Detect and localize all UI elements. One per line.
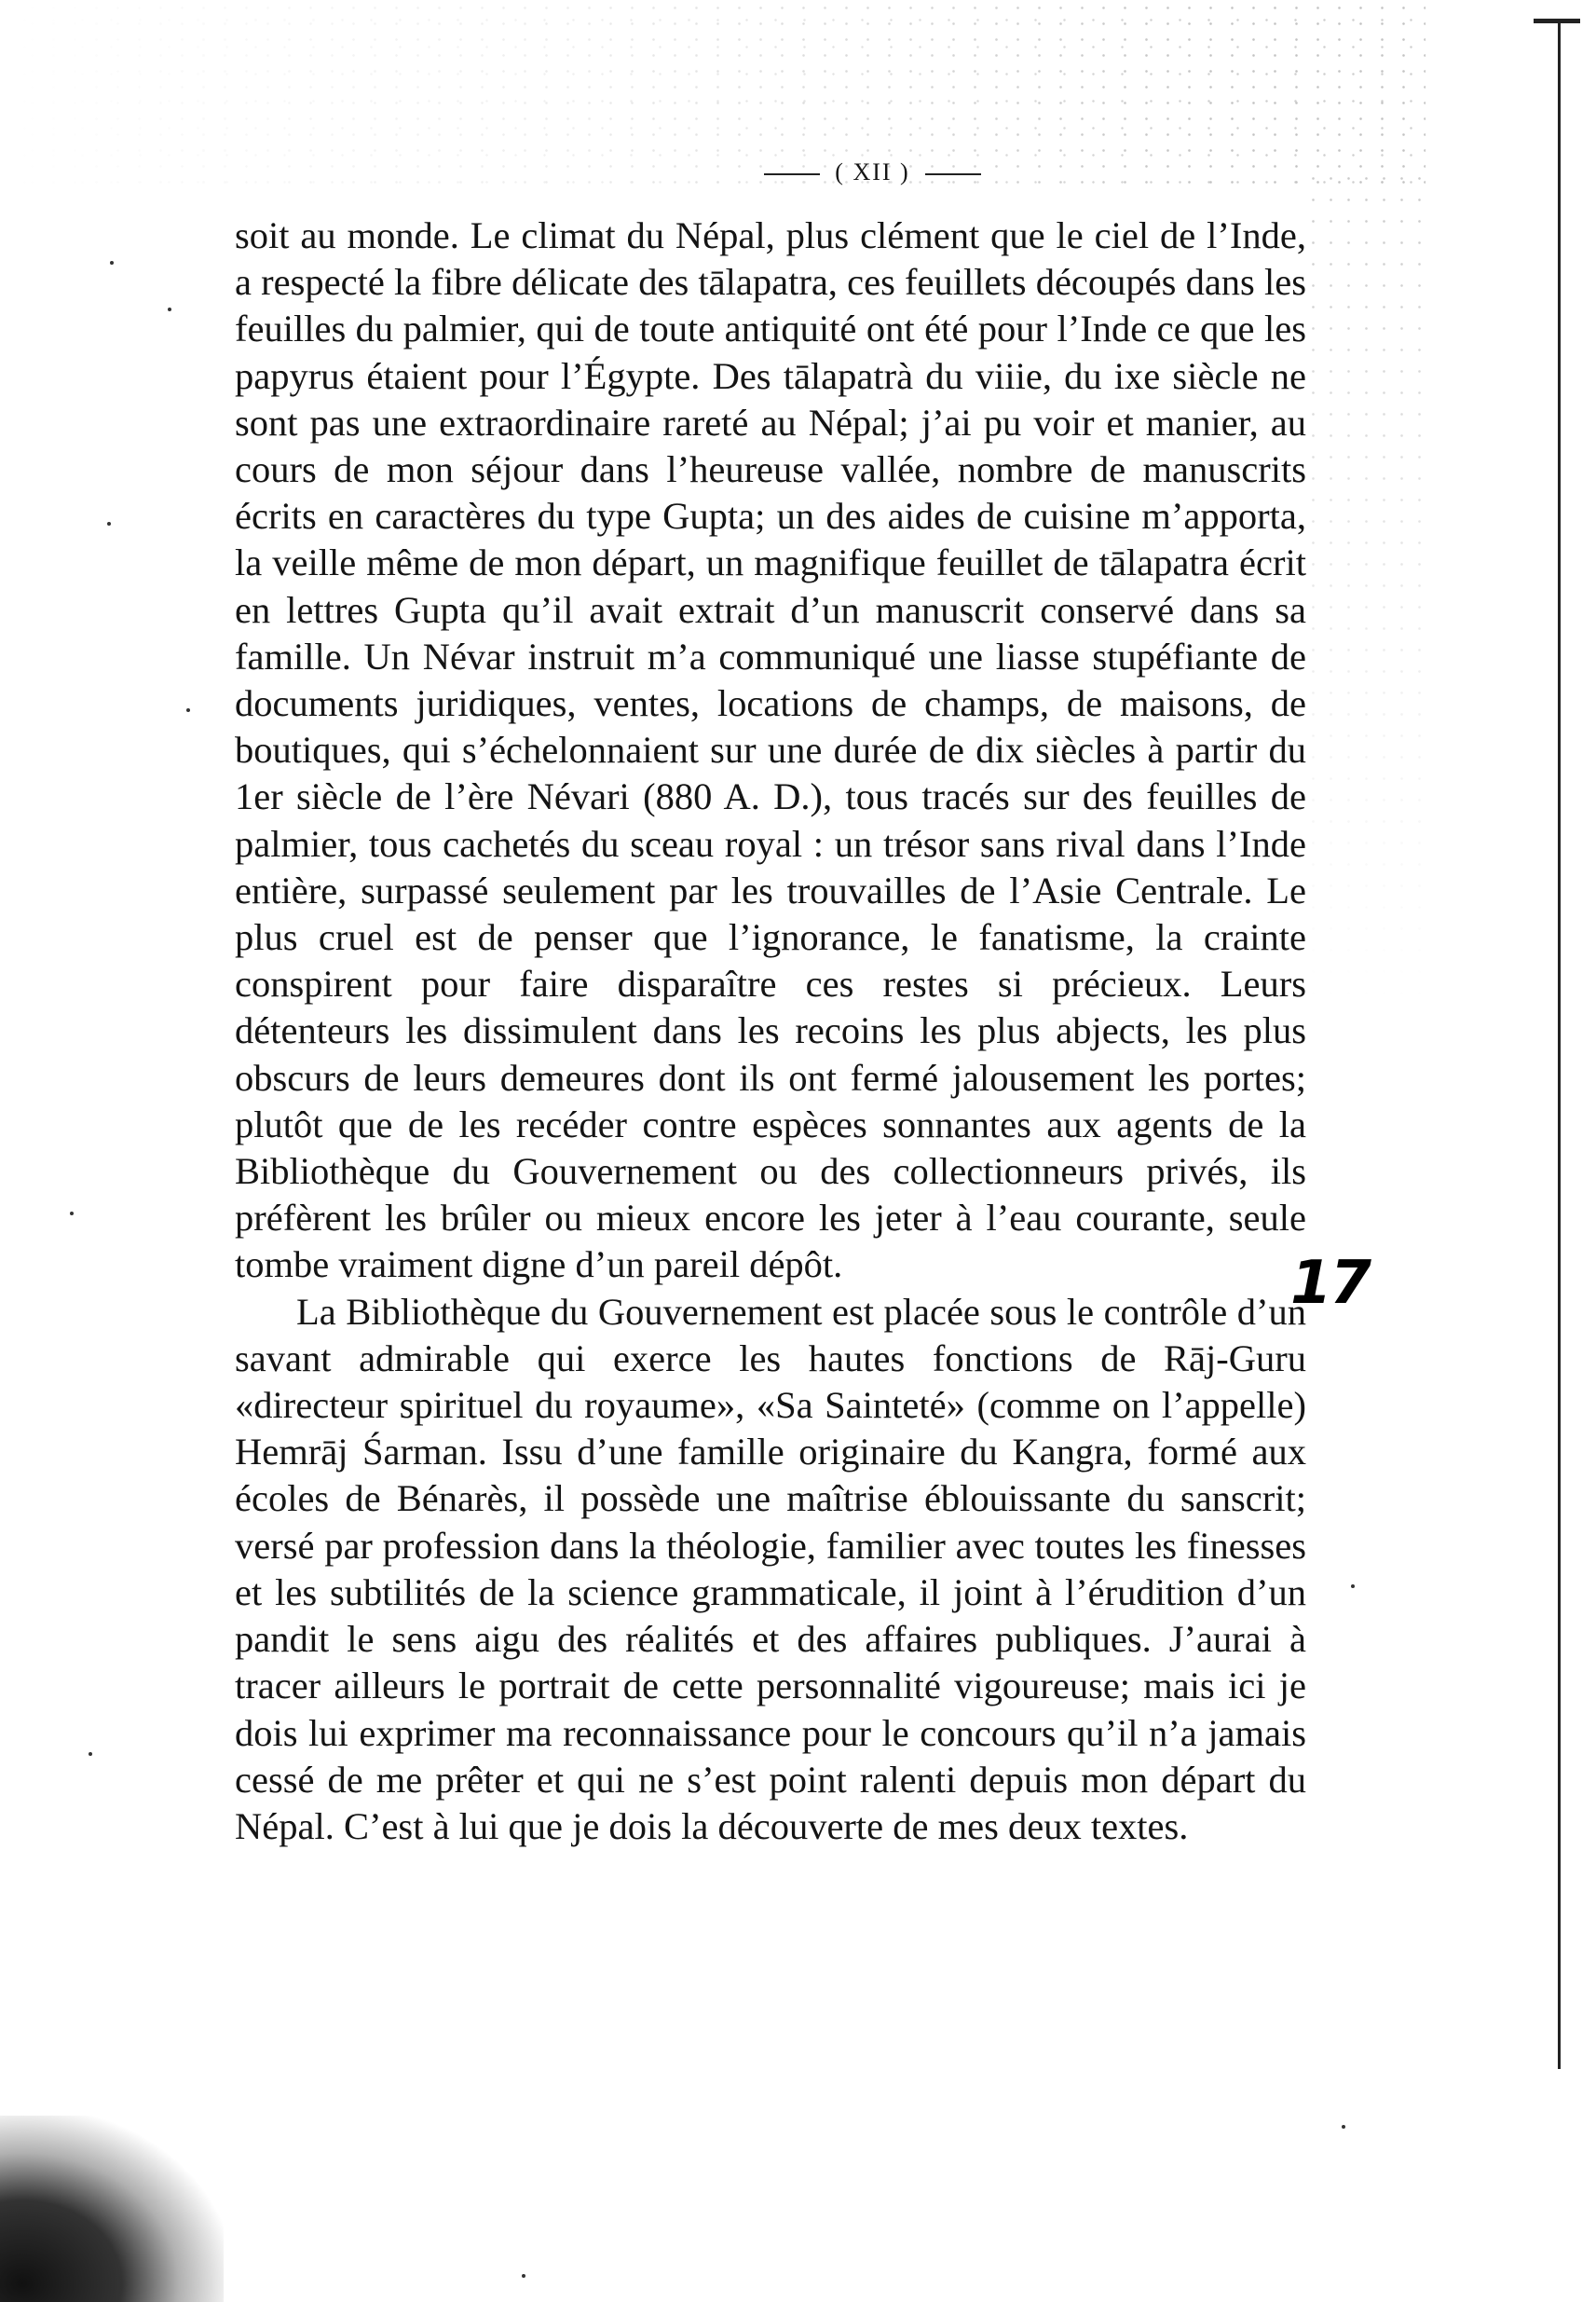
scan-dot — [186, 708, 190, 712]
scan-dot — [107, 522, 111, 526]
page-number: XII — [853, 158, 893, 185]
scan-noise-right — [1304, 168, 1425, 1007]
page-edge-rule — [1558, 19, 1561, 2069]
scan-dot — [168, 308, 171, 311]
scan-dot — [1351, 1584, 1355, 1588]
running-head-paren-close: ) — [900, 158, 910, 185]
scan-dot — [1342, 2125, 1345, 2129]
body-text — [235, 212, 1306, 1850]
paragraph-2: La Bibliothèque du Gouvernement est placée sous le contrôle d’un savant admirable qui exerce les hautes fonctions de Rāj-Guru «directeur spirituel du royaume», «Sa Sainteté» (comme on l’appelle) Hemrāj Śarman. Issu d’une famille originaire du Kangra, formé aux écoles de Bénarès, il possède une maîtrise éblouissante du sanscrit; versé par profession dans la théologie, familier avec toutes les finesses et les subtilités de la science grammaticale, il joint à l’érudition d’un pandit le sens aigu des réalités et des affaires publiques. J’aurai à tracer ailleurs le portrait de cette personnalité vigoureuse; mais ici je dois lui exprimer ma reconnaissance pour le concours qu’il n’a jamais cessé de me prêter et qui ne s’est point ralenti depuis mon départ du Népal. C’est à lui que je dois la découverte de mes deux textes. — [235, 1290, 1306, 1847]
scan-dot — [89, 1752, 92, 1756]
scan-dot — [110, 261, 114, 265]
running-head — [0, 158, 1596, 186]
paragraph-1: soit au monde. Le climat du Népal, plus clément que le ciel de l’Inde, a respecté la fibre délicate des tālapatra, ces feuillets découpés dans les feuilles du palmier, qui de toute antiquité ont été pour l’Inde ce que les papyrus étaient pour l’Égypte. Des tālapatrà du viiie, du ixe siècle ne sont pas une extraordinaire rareté au Népal; j’ai pu voir et manier, au cours de mon séjour dans l’heureuse vallée, nombre de manuscrits écrits en caractères du type Gupta; un des aides de cuisine m’apporta, la veille même de mon départ, un magnifique feuillet de tālapatra écrit en lettres Gupta qu’il avait extrait d’un manuscrit conservé dans sa famille. Un Névar instruit m’a communiqué une liasse stupéfiante de documents juridiques, ventes, locations de champs, de maisons, de boutiques, qui s’échelonnaient sur une durée de dix siècles à partir du 1er siècle de l’ère Névari (880 A. D.), tous tracés sur des feuilles de palmier, tous cachetés du sceau royal : un trésor sans rival dans l’Inde entière, surpassé seulement par les trouvailles de l’Asie Centrale. Le plus cruel est de penser que l’ignorance, le fanatisme, la crainte conspirent pour faire disparaître ces restes si précieux. Leurs détenteurs les dissimulent dans les recoins les plus abjects, les plus obscurs de leurs demeures dont ils ont fermé jalousement les portes; plutôt que de les recéder contre espèces sonnantes aux agents de la Bibliothèque du Gouvernement ou des collectionneurs privés, ils préfèrent les brûler ou mieux encore les jeter à l’eau courante, seule tombe vraiment digne d’un pareil dépôt. — [235, 214, 1306, 1286]
running-head-rule-right — [925, 173, 981, 175]
scan-dot — [522, 2274, 525, 2278]
running-head-rule-left — [764, 173, 820, 175]
scan-smudge — [0, 2116, 224, 2302]
scan-dot — [70, 1212, 74, 1215]
handwritten-folio-mark: 17 — [1290, 1249, 1371, 1318]
page-edge-cap — [1534, 19, 1580, 23]
running-head-paren-open: ( — [835, 158, 845, 185]
